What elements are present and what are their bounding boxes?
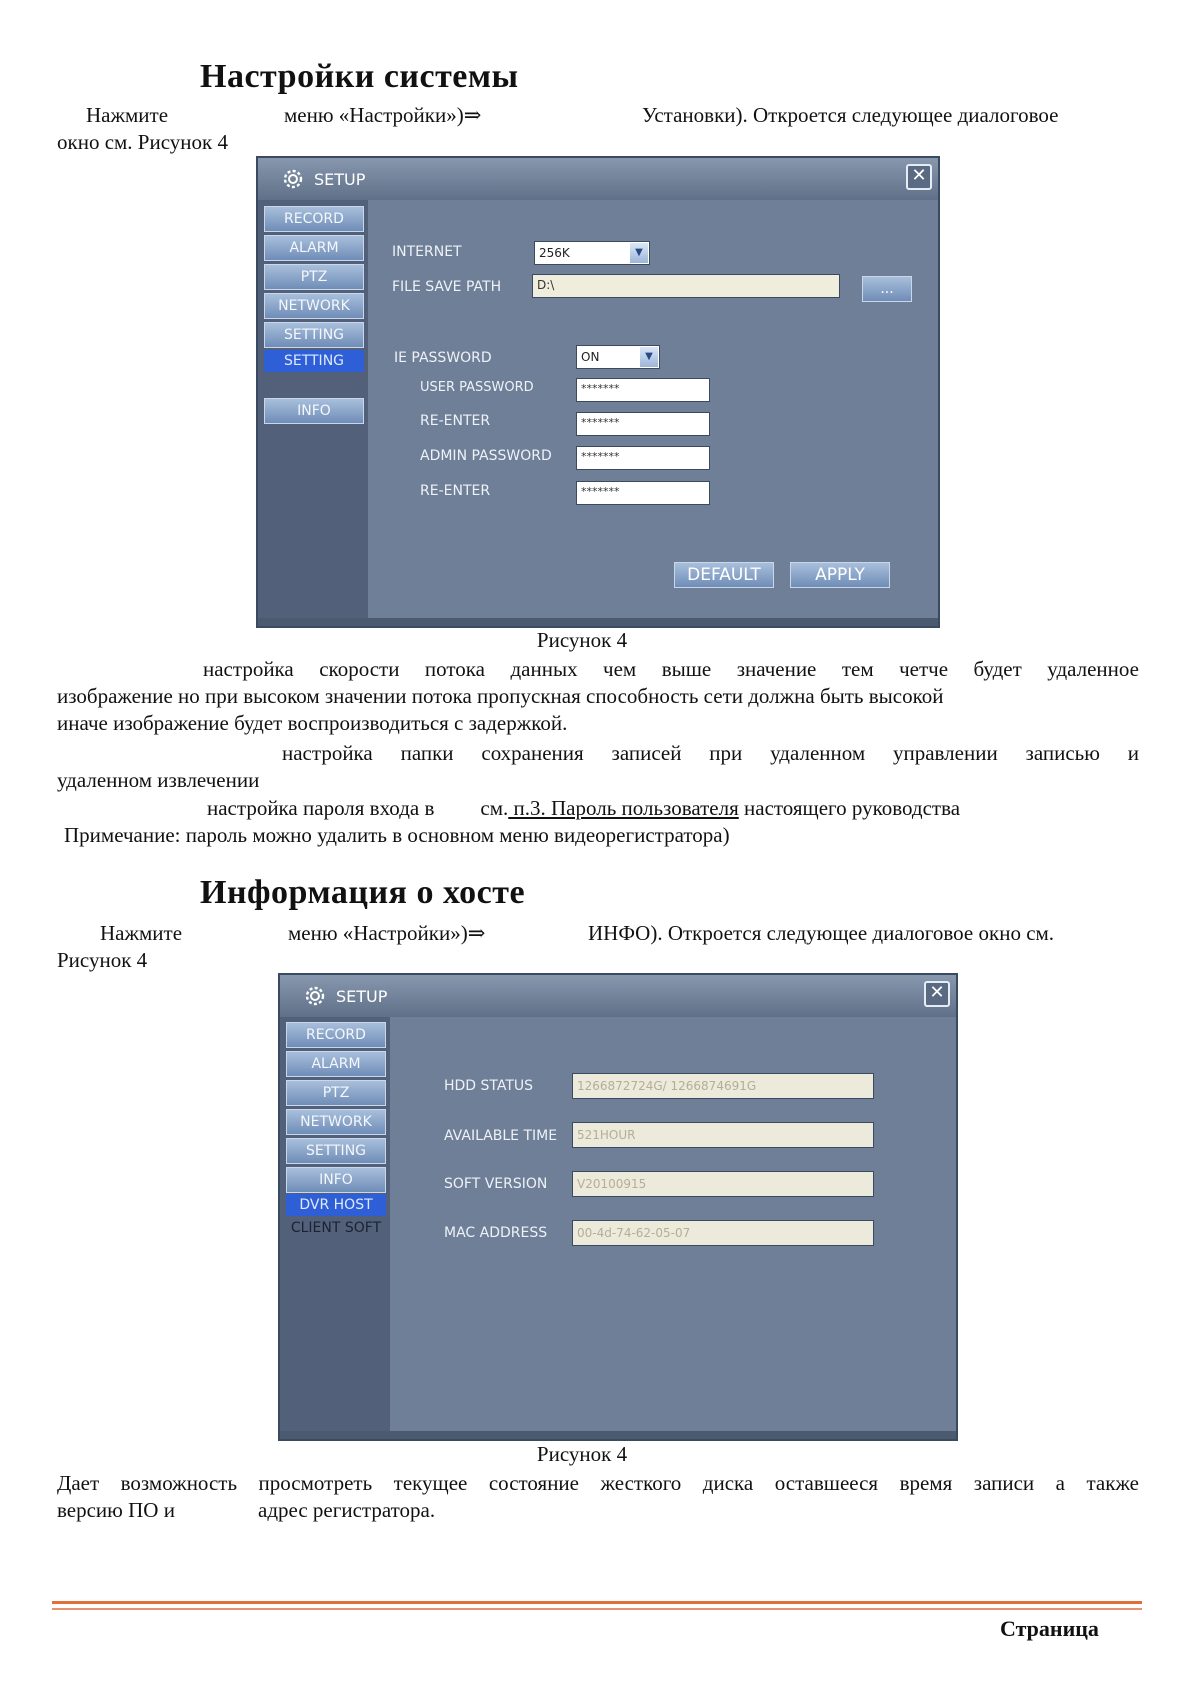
- nav-sub-dvr-host-selected[interactable]: DVR HOST: [286, 1194, 386, 1216]
- nav-ptz[interactable]: PTZ: [286, 1080, 386, 1106]
- nav-alarm[interactable]: ALARM: [264, 235, 364, 261]
- nav-record[interactable]: RECORD: [286, 1022, 386, 1048]
- desc1-line6-c: настоящего руководства: [738, 796, 961, 820]
- reenter-admin-input[interactable]: *******: [576, 481, 710, 505]
- internet-select[interactable]: [534, 241, 650, 265]
- ie-password-select-value: ON: [581, 350, 600, 364]
- page-label: Страница: [1000, 1616, 1099, 1641]
- nav-ptz[interactable]: PTZ: [264, 264, 364, 290]
- footer-rule-thin: [52, 1608, 1142, 1610]
- desc1-note: Примечание: пароль можно удалить в основном меню видеорегистратора): [64, 823, 730, 847]
- gear-icon: [302, 983, 328, 1009]
- nav-network[interactable]: NETWORK: [286, 1109, 386, 1135]
- admin-password-input[interactable]: *******: [576, 446, 710, 470]
- mac-address-label: MAC ADDRESS: [444, 1225, 548, 1241]
- desc1-line6: [207, 795, 960, 822]
- chevron-down-icon[interactable]: ▼: [640, 347, 658, 367]
- apply-button[interactable]: APPLY: [790, 562, 890, 588]
- intro-word-press: Нажмите: [86, 103, 169, 127]
- footer-rule: [52, 1601, 1142, 1604]
- user-password-link[interactable]: Пароль пользователя: [551, 796, 739, 820]
- setup-dialog-settings: [256, 156, 940, 628]
- desc2-line2-a: версию ПО и: [57, 1498, 175, 1522]
- user-password-input[interactable]: *******: [576, 378, 710, 402]
- ie-password-label: IE PASSWORD: [394, 350, 492, 366]
- intro2-word-press: Нажмите: [100, 921, 183, 945]
- desc2-line1: Дает возможность просмотреть текущее состояние жесткого диска оставшееся время записи а также: [57, 1471, 1139, 1495]
- chevron-down-icon[interactable]: ▼: [630, 243, 648, 263]
- sidebar-nav: [280, 1017, 390, 1439]
- nav-setting[interactable]: SETTING: [286, 1138, 386, 1164]
- dialog-footer: [280, 1431, 956, 1439]
- nav-setting[interactable]: SETTING: [264, 322, 364, 348]
- sidebar-nav: [258, 200, 368, 626]
- hdd-status-label: HDD STATUS: [444, 1078, 534, 1094]
- nav-network[interactable]: NETWORK: [264, 293, 364, 319]
- desc2-line2-b: адрес регистратора.: [258, 1498, 436, 1522]
- intro-menu-path: меню «Настройки»)⇒: [284, 103, 482, 127]
- section-heading-host-info: Информация о хосте: [200, 874, 526, 911]
- available-time-value: 521HOUR: [572, 1122, 874, 1148]
- dialog-footer: [258, 618, 938, 626]
- nav-info[interactable]: INFO: [264, 398, 364, 424]
- reenter-user-label: RE-ENTER: [420, 413, 491, 429]
- browse-button[interactable]: ...: [862, 276, 912, 302]
- nav-alarm[interactable]: ALARM: [286, 1051, 386, 1077]
- dialog-title: SETUP: [336, 987, 388, 1006]
- nav-record[interactable]: RECORD: [264, 206, 364, 232]
- reenter-admin-label: RE-ENTER: [420, 483, 491, 499]
- figure-caption-2: Рисунок 4: [536, 1442, 628, 1466]
- ie-password-select[interactable]: [576, 345, 660, 369]
- desc1-line4: настройка папки сохранения записей при удаленном управлении записью и: [282, 741, 1139, 765]
- intro2-line-2: Рисунок 4: [57, 948, 148, 972]
- user-password-label: USER PASSWORD: [420, 380, 534, 395]
- desc1-line6-a: настройка пароля входа в: [207, 796, 435, 820]
- internet-select-value: 256K: [539, 246, 570, 260]
- intro-line-2: окно см. Рисунок 4: [57, 130, 228, 154]
- soft-version-value: V20100915: [572, 1171, 874, 1197]
- section-heading-system-settings: Настройки системы: [200, 58, 519, 95]
- available-time-label: AVAILABLE TIME: [444, 1128, 558, 1144]
- desc1-line2: изображение но при высоком значении потока пропускная способность сети должна быть высокой: [57, 684, 944, 708]
- desc1-line5: удаленном извлечении: [57, 768, 260, 792]
- intro2-rest: ИНФО). Откроется следующее диалоговое окно см.: [588, 921, 1055, 945]
- internet-label: INTERNET: [392, 244, 462, 260]
- setup-dialog-info: [278, 973, 958, 1441]
- desc1-line6-b: см.: [480, 796, 509, 820]
- dialog-title: SETUP: [314, 170, 366, 189]
- nav-sub-client-soft[interactable]: CLIENT SOFT: [290, 1220, 382, 1236]
- default-button[interactable]: DEFAULT: [674, 562, 774, 588]
- reenter-user-input[interactable]: *******: [576, 412, 710, 436]
- desc1-line1: настройка скорости потока данных чем выше значение тем четче будет удаленное: [203, 657, 1139, 681]
- section-link-3[interactable]: п.3.: [508, 796, 551, 820]
- nav-sub-setting-selected[interactable]: SETTING: [264, 350, 364, 372]
- soft-version-label: SOFT VERSION: [444, 1176, 548, 1192]
- admin-password-label: ADMIN PASSWORD: [420, 448, 552, 464]
- intro-rest: Установки). Откроется следующее диалоговое: [642, 103, 1059, 127]
- figure-caption-1: Рисунок 4: [536, 628, 628, 652]
- intro2-menu-path: меню «Настройки»)⇒: [288, 921, 486, 945]
- nav-info[interactable]: INFO: [286, 1167, 386, 1193]
- desc1-line3: иначе изображение будет воспроизводиться с задержкой.: [57, 711, 568, 735]
- file-save-path-input[interactable]: D:\: [532, 274, 840, 298]
- close-icon[interactable]: ✕: [924, 981, 950, 1007]
- gear-icon: [280, 166, 306, 192]
- hdd-status-value: 1266872724G/ 1266874691G: [572, 1073, 874, 1099]
- settings-panel: [368, 200, 938, 618]
- info-panel: [390, 1017, 956, 1431]
- file-save-path-label: FILE SAVE PATH: [392, 279, 502, 295]
- mac-address-value: 00-4d-74-62-05-07: [572, 1220, 874, 1246]
- close-icon[interactable]: ✕: [906, 164, 932, 190]
